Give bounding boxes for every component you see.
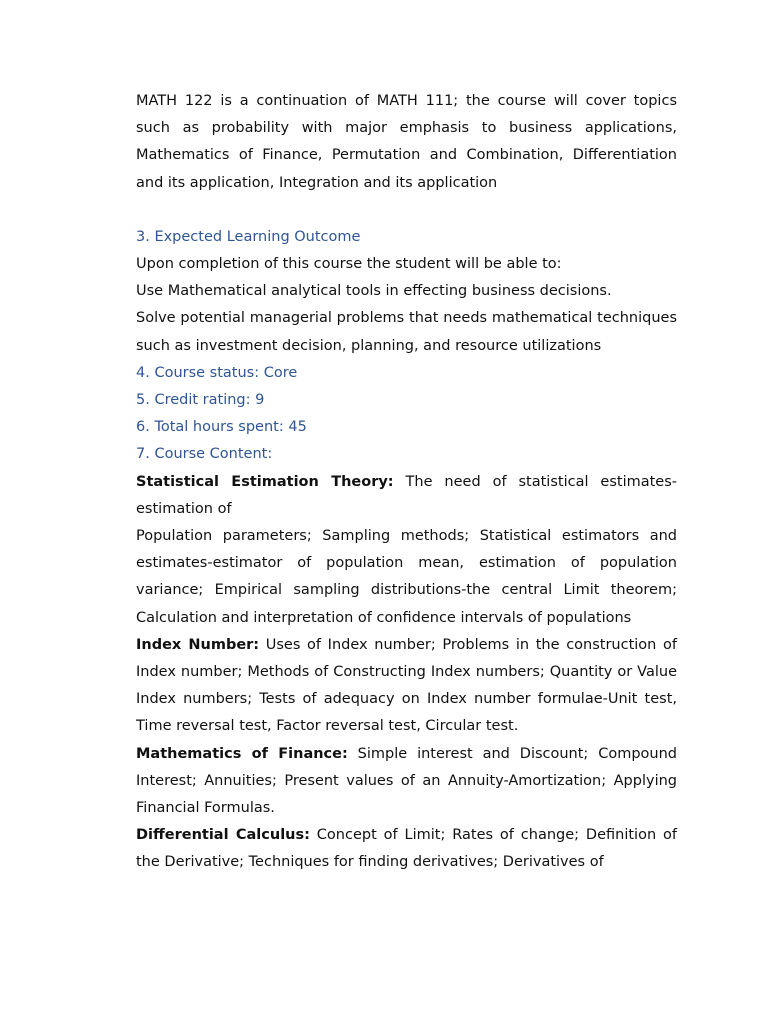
learning-outcome-lead: Upon completion of this course the student will be able to: [136,256,562,273]
document-page [136,88,677,877]
topic-differential-calculus [136,822,677,876]
topic-mathematics-of-finance [136,741,677,823]
topic-title: Mathematics of Finance: [136,745,348,762]
course-status: 4. Course status: Core [136,364,298,381]
course-content-heading: 7. Course Content: [136,446,273,463]
credit-rating: 5. Credit rating: 9 [136,392,265,409]
learning-outcome-item: Solve potential managerial problems that needs mathematical techniques such as investment decision, planning, and resource utilizations [136,310,677,354]
topic-statistical-estimation-continued: Population parameters; Sampling methods; Statistical estimators and estimates-estimator of population mean, estimation of population variance; Empirical sampling distributions-the central Limit theorem; Calculation and interpretation of confidence intervals of populations [136,528,677,626]
topic-text: The need of statistical estimates-estimation of [136,473,678,517]
topic-text: Uses of Index number; Problems in the construction of Index number; Methods of Constructing Index numbers; Quantity or Value Index numbers; Tests of adequacy on Index number formulae-Unit test, Time reversal test, Factor reversal test, Circular test. [136,636,677,735]
paragraph-spacer [136,197,677,224]
topic-title: Index Number: [136,636,260,653]
course-description: MATH 122 is a continuation of MATH 111; the course will cover topics such as probability with major emphasis to business applications, Mathematics of Finance, Permutation and Combination, Differentiation and its application, Integration and its application [136,93,677,191]
learning-outcome-heading: 3. Expected Learning Outcome [136,228,361,245]
topic-title: Differential Calculus: [136,827,310,844]
total-hours: 6. Total hours spent: 45 [136,419,307,436]
topic-statistical-estimation [136,469,677,523]
topic-text: Simple interest and Discount; Compound Interest; Annuities; Present values of an Annuity-Amortization; Applying Financial Formulas. [136,745,677,817]
topic-title: Statistical Estimation Theory: [136,473,394,490]
learning-outcome-item: Use Mathematical analytical tools in effecting business decisions. [136,283,612,300]
topic-index-number [136,632,677,741]
topic-text: Concept of Limit; Rates of change; Definition of the Derivative; Techniques for finding derivatives; Derivatives of [136,827,677,871]
